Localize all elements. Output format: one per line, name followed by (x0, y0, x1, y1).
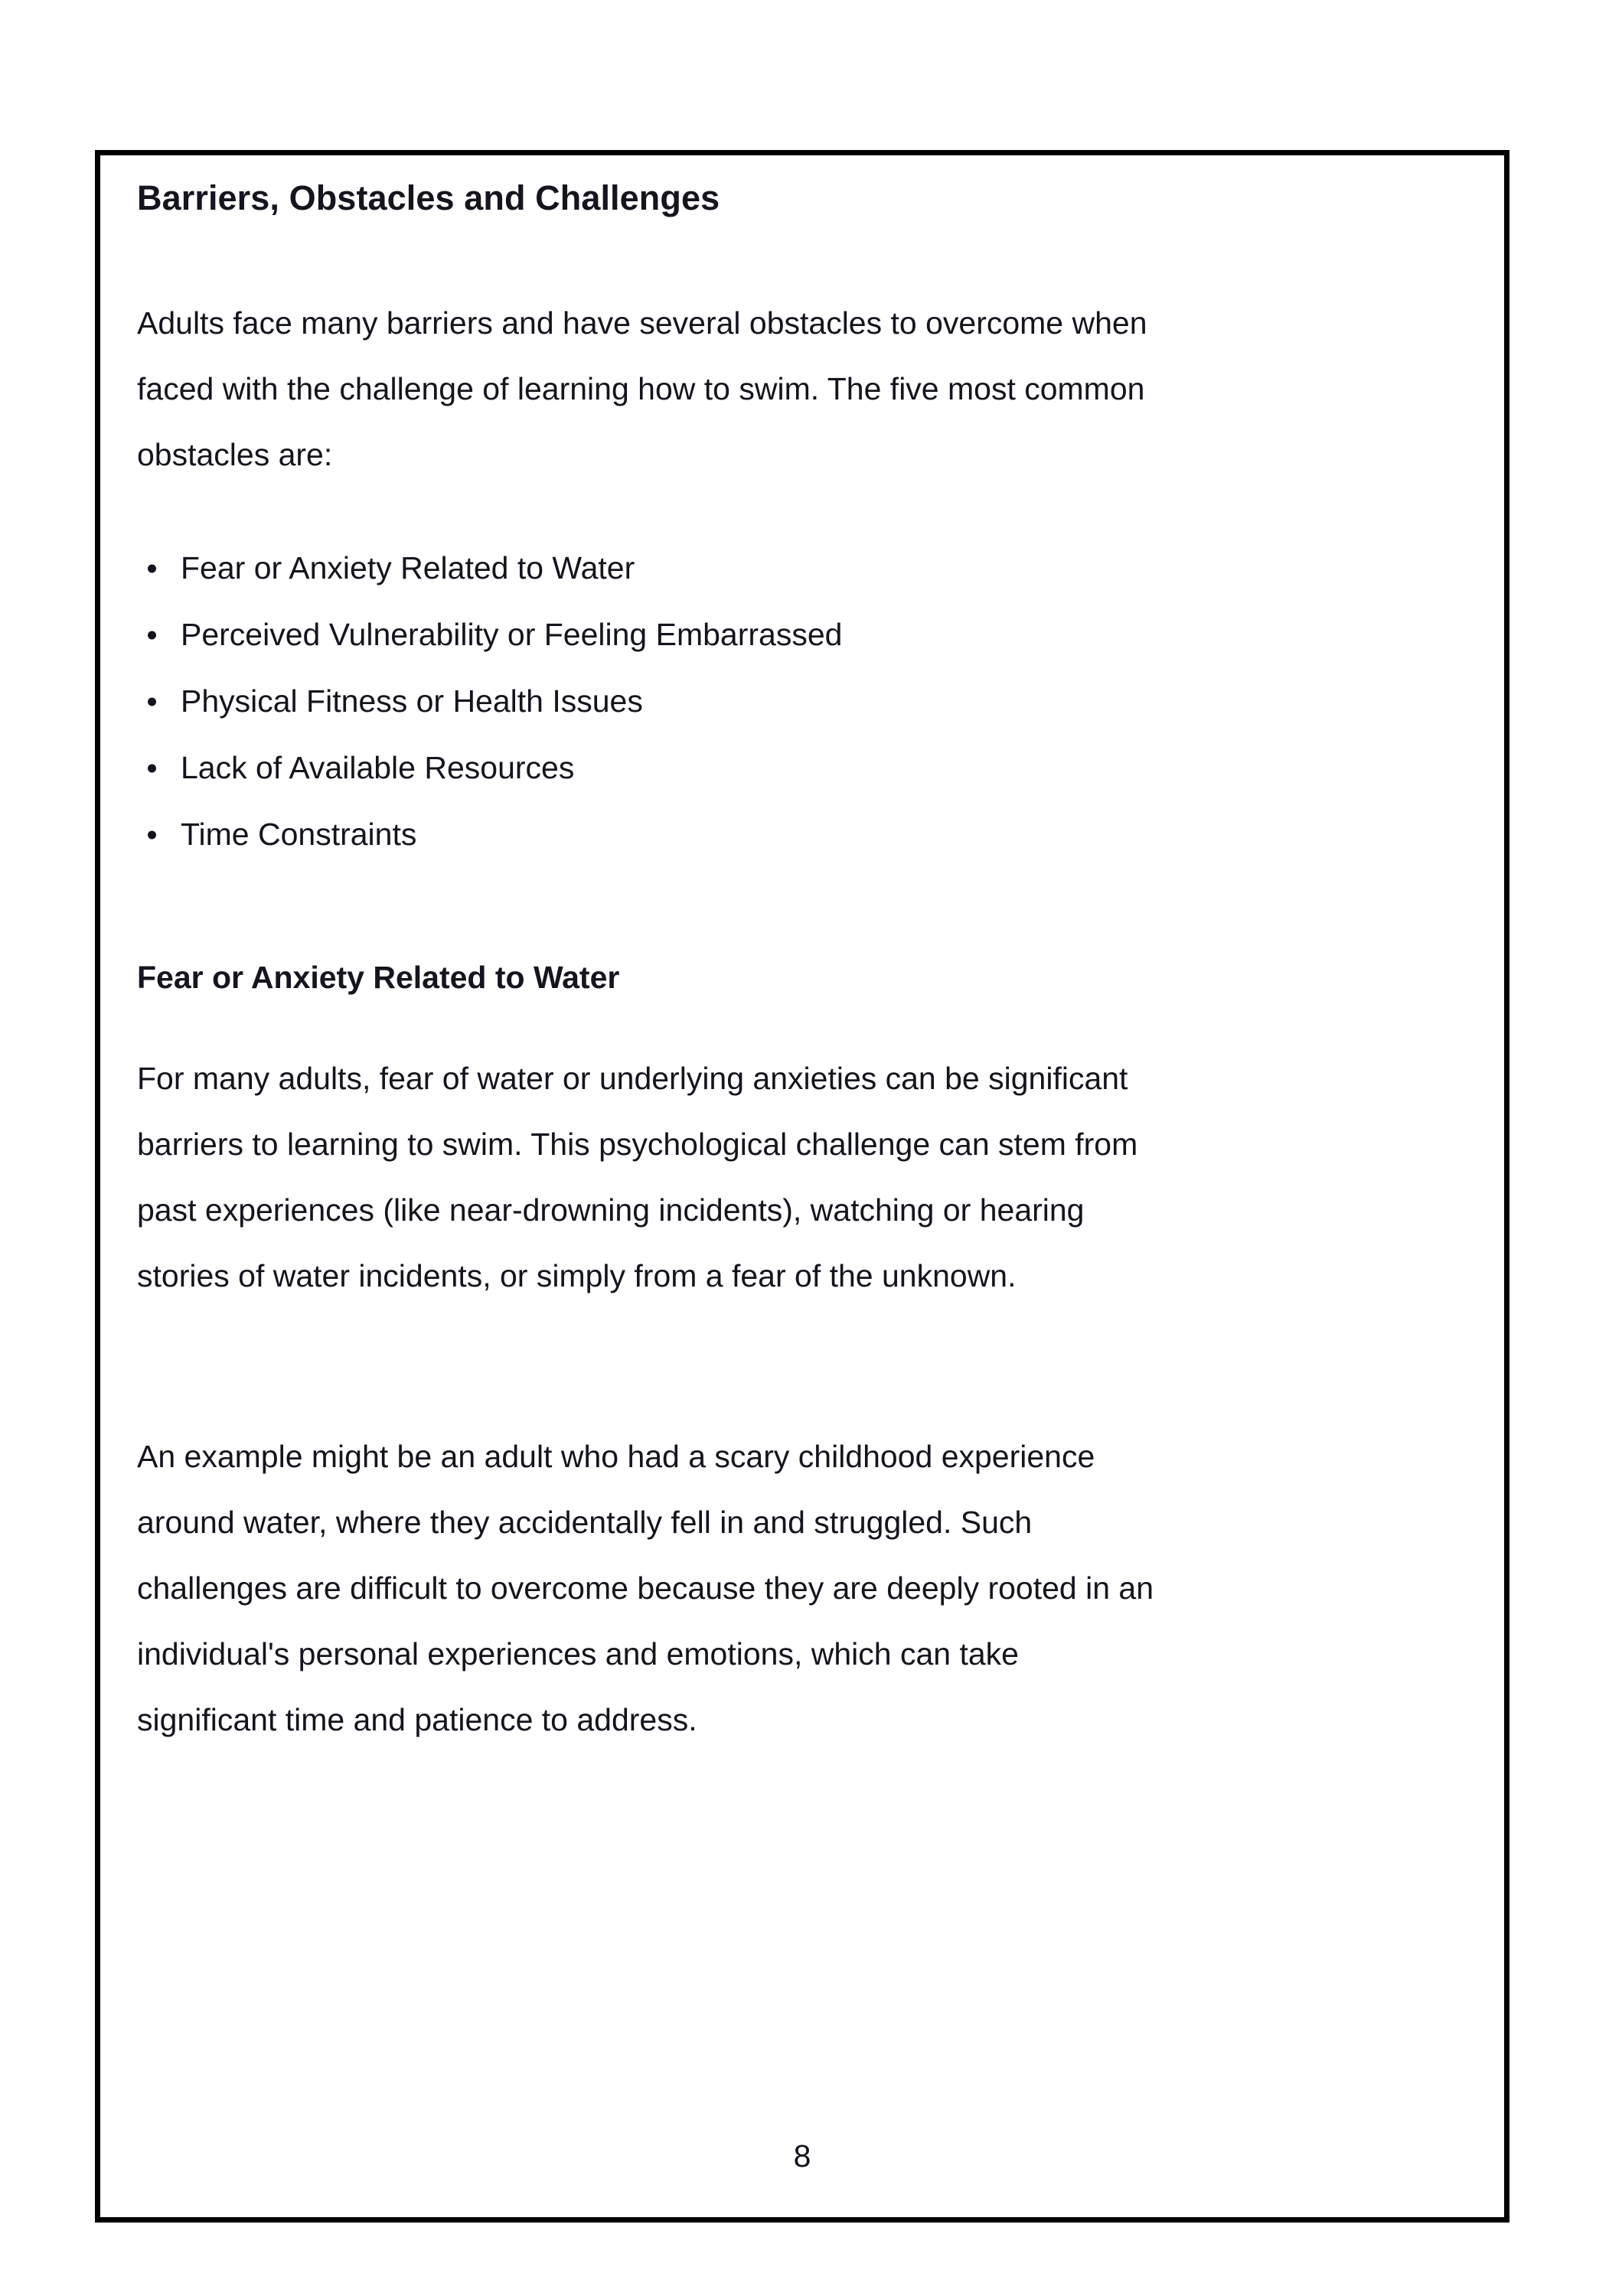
spacer (137, 488, 1474, 535)
page-title: Barriers, Obstacles and Challenges (137, 178, 720, 217)
list-item-label: Physical Fitness or Health Issues (181, 683, 643, 719)
bullet-icon (148, 764, 156, 772)
list-item-label: Lack of Available Resources (181, 750, 575, 786)
list-item-label: Fear or Anxiety Related to Water (181, 550, 635, 586)
list-item (137, 735, 1474, 801)
page-number: 8 (793, 2138, 811, 2174)
page-content (137, 177, 1474, 2217)
spacer (137, 998, 1474, 1045)
paragraph-1-line-2: barriers to learning to swim. This psychological challenge can stem from (137, 1126, 1138, 1162)
intro-line-3: obstacles are: (137, 437, 333, 473)
spacer (137, 1309, 1474, 1424)
list-item (137, 668, 1474, 735)
list-item (137, 535, 1474, 602)
page-border-frame (95, 150, 1509, 2223)
paragraph-2-line-4: individual's personal experiences and emotions, which can take (137, 1636, 1019, 1671)
section-paragraph-2 (137, 1424, 1438, 1753)
section-heading: Fear or Anxiety Related to Water (137, 960, 620, 996)
intro-line-2: faced with the challenge of learning how to swim. The five most common (137, 371, 1145, 407)
section-paragraph-1 (137, 1045, 1438, 1309)
list-item-label: Perceived Vulnerability or Feeling Embarrassed (181, 617, 843, 653)
intro-paragraph (137, 290, 1438, 488)
paragraph-1-line-3: past experiences (like near-drowning incidents), watching or hearing (137, 1192, 1085, 1228)
obstacles-list (137, 535, 1474, 868)
list-item (137, 602, 1474, 668)
bullet-icon (148, 631, 156, 639)
paragraph-1-line-1: For many adults, fear of water or underlying anxieties can be significant (137, 1060, 1128, 1096)
spacer (137, 868, 1474, 958)
paragraph-2-line-1: An example might be an adult who had a scary childhood experience (137, 1438, 1095, 1474)
paragraph-1-line-4: stories of water incidents, or simply from a fear of the unknown. (137, 1257, 1017, 1293)
list-item (137, 801, 1474, 868)
list-item-label: Time Constraints (181, 817, 417, 853)
paragraph-2-line-2: around water, where they accidentally fell in and struggled. Such (137, 1504, 1033, 1540)
bullet-icon (148, 830, 156, 839)
intro-line-1: Adults face many barriers and have several obstacles to overcome when (137, 305, 1147, 341)
paragraph-2-line-5: significant time and patience to address. (137, 1701, 697, 1737)
spacer (137, 220, 1474, 290)
paragraph-2-line-3: challenges are difficult to overcome because they are deeply rooted in an (137, 1570, 1154, 1606)
bullet-icon (148, 697, 156, 706)
bullet-icon (148, 564, 156, 572)
